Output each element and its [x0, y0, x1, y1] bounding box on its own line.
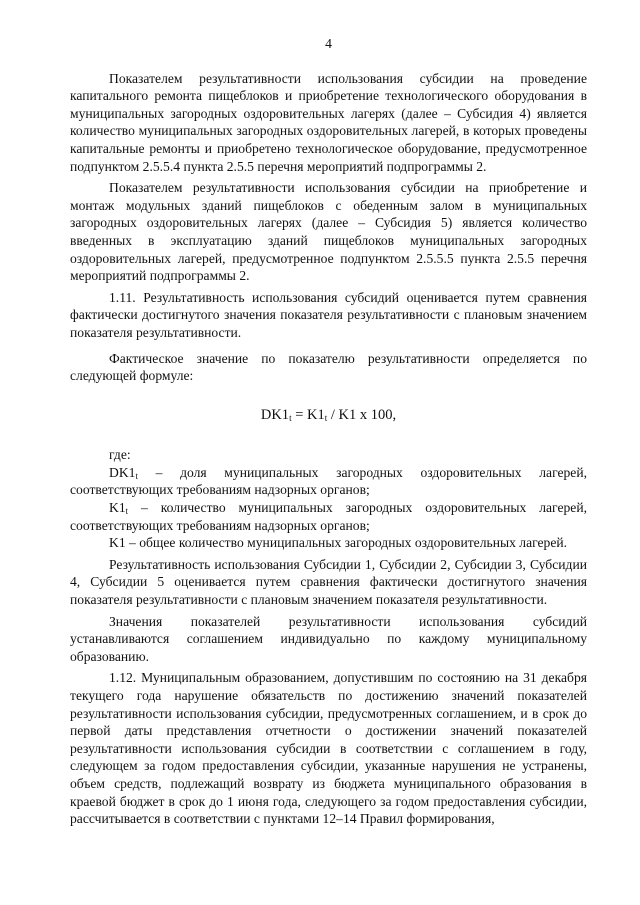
- formula-eq: = K1: [291, 406, 325, 423]
- where-label: где:: [109, 447, 131, 463]
- paragraph-1-11: 1.11. Результативность использования субсидий оценивается путем сравнения фактически достигнутого значения показателя результативности с плановым значением показателя результативности.: [70, 289, 587, 340]
- definition-dk1-text: – доля муниципальных загородных оздоровительных лагерей, соответствующих требованиям надзорных органов;: [70, 464, 587, 498]
- paragraph-1-12: 1.12. Муниципальным образованием, допустившим по состоянию на 31 декабря текущего года нарушение обязательств по достижению значений показателей результативности использования субсидии, предусмотренных соглашением, и в срок до первой даты представления отчетности о достижении значений показателей результативности использования субсидии в соответствии с соглашением в году, следующем за годом предоставления субсидии, указанные нарушения не устранены, объем средств, подлежащий возврату из бюджета муниципального образования в краевой бюджет в срок до 1 июня года, следующего за годом предоставления субсидии, рассчитывается в соответствии с пунктами 12–14 Правил формирования,: [70, 670, 587, 827]
- formula-sub-2: t: [324, 412, 328, 423]
- formula: [70, 407, 587, 425]
- page-number: 4: [325, 36, 332, 51]
- symbol-dk1: DK1: [109, 464, 136, 480]
- definition-k1t: [70, 499, 587, 534]
- formula-rhs: / K1 x 100,: [327, 406, 397, 423]
- definition-dk1: [70, 464, 587, 499]
- paragraph-subsidy-5: Показателем результативности использования субсидии на приобретение и монтаж модульных зданий пищеблоков с обеденным залом в муниципальных загородных оздоровительных лагерях (далее – Субсидия 5) является количество введенных в эксплуатацию зданий пищеблоков муниципальных загородных оздоровительных лагерей, предусмотренное подпунктом 2.5.5.5 пункта 2.5.5 перечня мероприятий подпрограммы 2.: [70, 180, 587, 284]
- symbol-k1-sub: t: [125, 506, 129, 517]
- definition-k1t-text: – количество муниципальных загородных оздоровительных лагерей, соответствующих требованиям надзорных органов;: [70, 500, 587, 533]
- paragraph-formula-intro: Фактическое значение по показателю результативности определяется по следующей формуле:: [70, 350, 587, 384]
- formula-sub-1: t: [289, 412, 292, 423]
- formula-lhs: DK1: [260, 406, 290, 423]
- symbol-k1: K1: [109, 500, 126, 516]
- paragraph-subsidy-4: Показателем результативности использования субсидии на проведение капитального ремонта пищеблоков и приобретение технологического оборудования в муниципальных загородных оздоровительных лагерях (далее – Субсидия 4) является количество муниципальных загородных оздоровительных лагерей, в которых проведены капитальные ремонты и приобретено технологическое оборудование, предусмотренное подпунктом 2.5.5.4 пункта 2.5.5 перечня мероприятий подпрограммы 2.: [70, 70, 587, 174]
- definition-k1: K1 – общее количество муниципальных загородных оздоровительных лагерей.: [109, 535, 568, 551]
- paragraph-values-agreement: Значения показателей результативности использования субсидий устанавливаются соглашением индивидуально по каждому муниципальному образованию.: [70, 613, 587, 664]
- symbol-dk1-sub: t: [135, 470, 138, 481]
- paragraph-results-evaluation: Результативность использования Субсидии 1, Субсидии 2, Субсидии 3, Субсидии 4, Субсидии 5 оценивается путем сравнения фактически достигнутого значения показателя результативности с плановым значением показателя результативности.: [70, 556, 587, 608]
